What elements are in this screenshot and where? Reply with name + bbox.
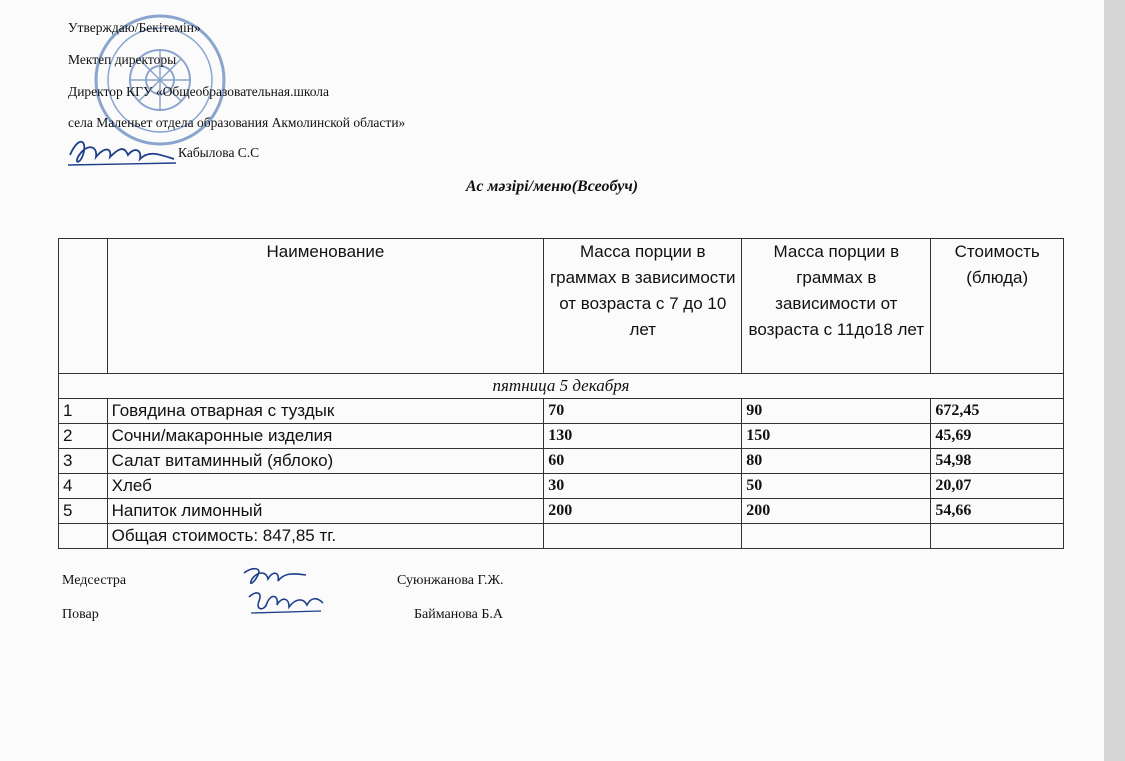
dish-name: Напиток лимонный [107,499,544,524]
cook-role: Повар [62,607,99,622]
total-empty-cell [544,524,742,549]
total-empty-cell [931,524,1064,549]
table-header-row [59,239,1064,374]
table-row [59,449,1064,474]
approval-line-3: Директор КГУ «Общеобразовательная.школа [68,84,330,99]
table-row [59,424,1064,449]
nurse-role: Медсестра [62,573,127,588]
approval-line-2: Мектеп директоры [68,52,177,67]
mass-11-18: 150 [742,424,931,449]
page-title: Ас мәзірі/меню(Всеобуч) [465,178,639,195]
dish-name: Салат витаминный (яблоко) [107,449,544,474]
total-cost: Общая стоимость: 847,85 тг. [107,524,544,549]
day-row [59,374,1064,399]
total-row [59,524,1064,549]
day-label: пятница 5 декабря [59,374,1064,399]
approval-line-4: села Маленьет отдела образования Акмолинской области» [68,115,406,130]
scan-edge [1104,0,1125,761]
row-number: 5 [59,499,108,524]
total-number-cell [59,524,108,549]
dish-name: Говядина отварная с туздык [107,399,544,424]
mass-11-18: 80 [742,449,931,474]
dish-cost: 54,98 [931,449,1064,474]
dish-name: Сочни/макаронные изделия [107,424,544,449]
director-name: Кабылова С.С [178,145,260,160]
header-name: Наименование [107,239,544,374]
director-signature-icon [64,135,176,171]
mass-7-10: 70 [544,399,742,424]
table-row [59,474,1064,499]
dish-cost: 54,66 [931,499,1064,524]
mass-11-18: 90 [742,399,931,424]
menu-table [58,238,1064,549]
approval-line-1: Утверждаю/Бекітемін» [68,20,201,35]
row-number: 2 [59,424,108,449]
row-number: 1 [59,399,108,424]
nurse-name: Суюнжанова Г.Ж. [397,573,504,588]
cook-name: Байманова Б.А [414,607,504,622]
mass-7-10: 200 [544,499,742,524]
total-empty-cell [742,524,931,549]
dish-cost: 672,45 [931,399,1064,424]
dish-name: Хлеб [107,474,544,499]
table-row [59,399,1064,424]
dish-cost: 20,07 [931,474,1064,499]
header-mass-11-18: Масса порции в граммах в зависимости от возраста с 11до18 лет [742,239,931,374]
dish-cost: 45,69 [931,424,1064,449]
table-row [59,499,1064,524]
header-number [59,239,108,374]
mass-7-10: 60 [544,449,742,474]
mass-7-10: 30 [544,474,742,499]
mass-7-10: 130 [544,424,742,449]
row-number: 4 [59,474,108,499]
cook-signature-icon [245,587,327,619]
header-cost: Стоимость (блюда) [931,239,1064,374]
row-number: 3 [59,449,108,474]
header-mass-7-10: Масса порции в граммах в зависимости от возраста с 7 до 10 лет [544,239,742,374]
mass-11-18: 50 [742,474,931,499]
mass-11-18: 200 [742,499,931,524]
